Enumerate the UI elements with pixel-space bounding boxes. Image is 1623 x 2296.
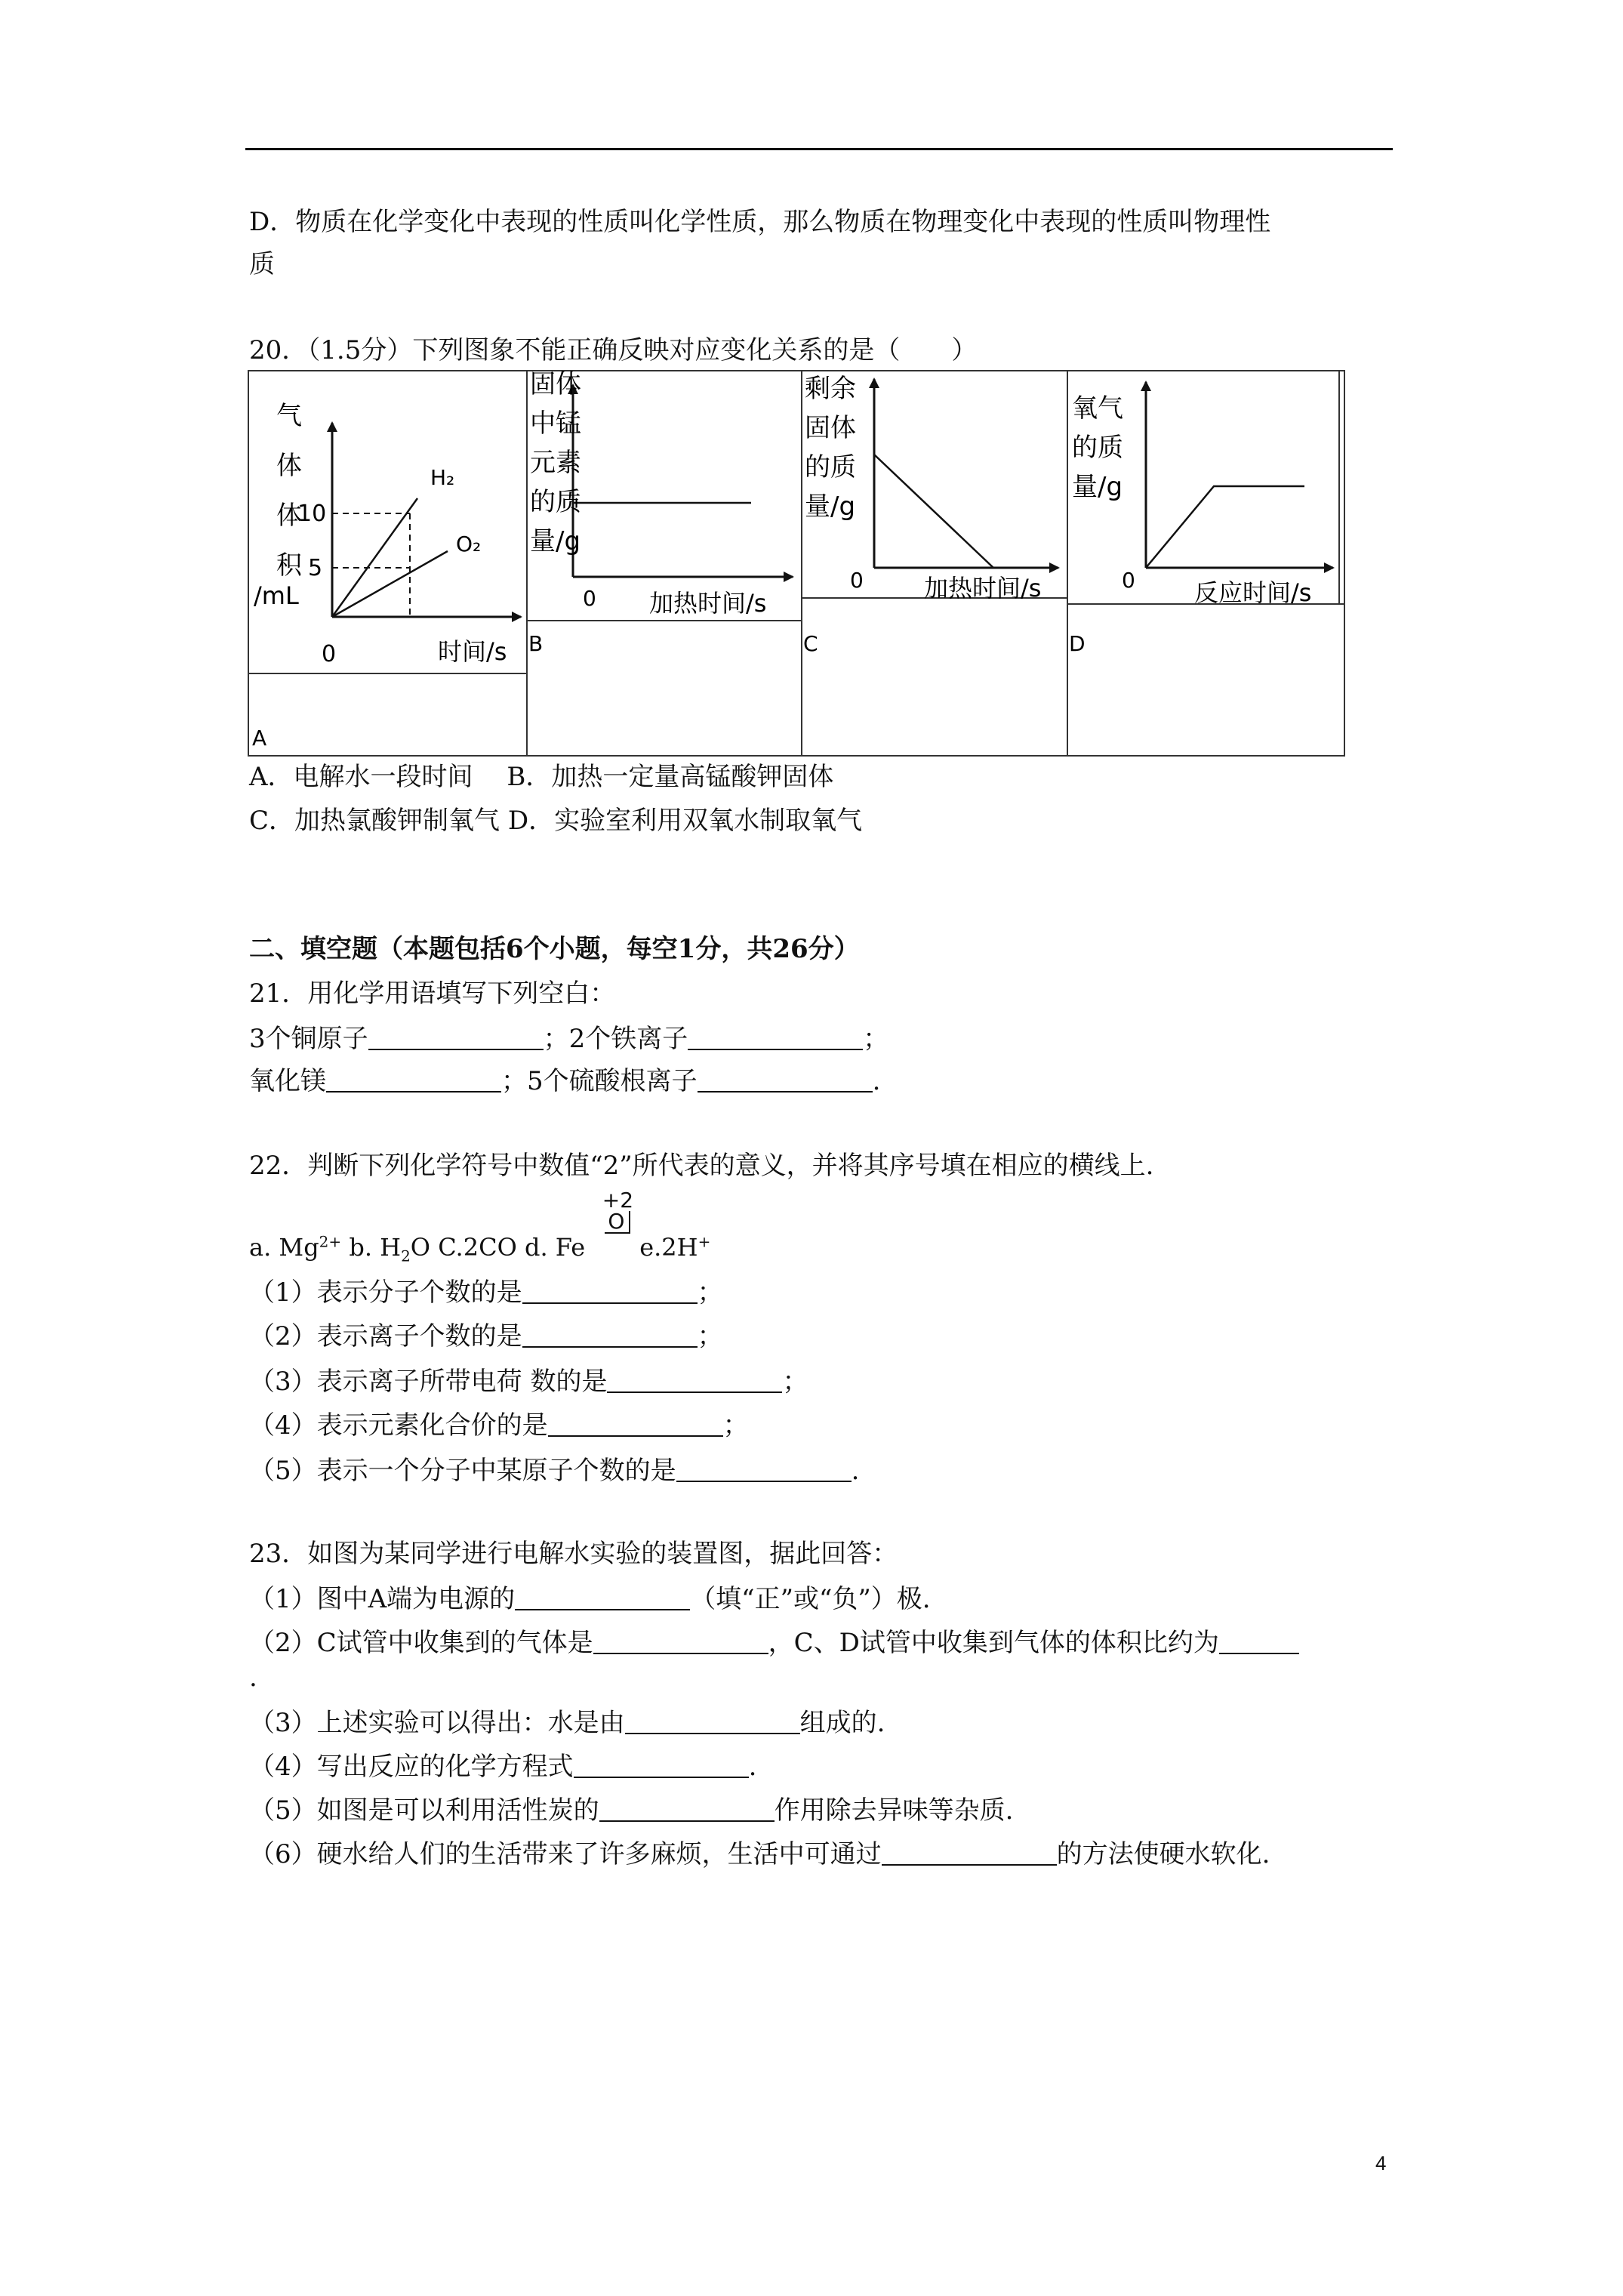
q21-blank-3[interactable] bbox=[326, 1065, 501, 1093]
section2-title: 二、填空题（本题包括6个小题，每空1分，共26分） bbox=[249, 934, 860, 964]
header-rule bbox=[245, 148, 1393, 150]
q22-item-1 bbox=[249, 1274, 723, 1311]
symbol-d-fe: Fe bbox=[555, 1233, 586, 1262]
symbol-a: a. Mg bbox=[249, 1233, 319, 1262]
panel-b-ylabel-4: 的质 bbox=[530, 487, 581, 517]
q22-blank-3[interactable] bbox=[607, 1366, 782, 1393]
panel-a-series-o2: O₂ bbox=[456, 532, 482, 556]
symbol-b: b. H bbox=[341, 1233, 402, 1262]
q23-item-4-a: （4）写出反应的化学方程式 bbox=[249, 1752, 574, 1782]
q23-blank-3[interactable] bbox=[1219, 1627, 1299, 1654]
symbol-d bbox=[555, 1188, 634, 1265]
q23-item-3-a: （3）上述实验可以得出：水是由 bbox=[249, 1708, 625, 1738]
symbol-b-sub: 2 bbox=[401, 1247, 411, 1265]
q23-blank-2[interactable] bbox=[593, 1627, 768, 1654]
panel-a-letter: A bbox=[252, 726, 267, 750]
o2-line bbox=[332, 551, 448, 617]
q21-line2 bbox=[249, 1063, 880, 1099]
q19-option-d-line2: 质 bbox=[249, 249, 275, 279]
q23-item-2 bbox=[249, 1625, 1299, 1661]
q20-options-line1: A．电解水一段时间 B．加热一定量高锰酸钾固体 bbox=[249, 762, 834, 792]
panel-a-ylabel-unit: /mL bbox=[254, 581, 299, 610]
panel-c-ylabel-2: 固体 bbox=[805, 413, 856, 443]
panel-b-xlabel: 加热时间/s bbox=[649, 589, 767, 618]
symbol-b-rest: O C.2CO d. bbox=[410, 1233, 556, 1262]
panel-d-origin: 0 bbox=[1122, 568, 1135, 593]
q23-item-6 bbox=[249, 1836, 1270, 1872]
q22-item-4-text: （4）表示元素化合价的是 bbox=[249, 1410, 548, 1441]
valence-bottom: O bbox=[605, 1211, 630, 1234]
q22-item-2-text: （2）表示离子个数的是 bbox=[249, 1321, 522, 1351]
q21-end2: . bbox=[872, 1066, 881, 1096]
q23-item-1 bbox=[249, 1581, 931, 1617]
q23-item-1-b: （填“正”或“负”）极. bbox=[690, 1584, 931, 1614]
q21-item2: 氧化镁 bbox=[249, 1066, 326, 1096]
panel-d-letter: D bbox=[1069, 631, 1086, 656]
q22-item-1-end: ； bbox=[697, 1277, 723, 1308]
q21-item1: 3个铜原子 bbox=[249, 1024, 368, 1054]
valence-annotation bbox=[602, 1190, 633, 1234]
q21-sep1: ；2个铁离子 bbox=[543, 1024, 688, 1054]
q22-blank-2[interactable] bbox=[522, 1321, 698, 1348]
q23-item-2-a: （2）C试管中收集到的气体是 bbox=[249, 1628, 593, 1658]
panel-a-ylabel-3: 体 bbox=[276, 501, 302, 531]
panel-c-ylabel-1: 剩余 bbox=[805, 374, 856, 404]
panel-d-xlabel: 反应时间/s bbox=[1194, 578, 1312, 607]
panel-c-curve bbox=[874, 455, 993, 568]
q21-blank-4[interactable] bbox=[698, 1065, 873, 1093]
q23-blank-1[interactable] bbox=[515, 1583, 690, 1610]
q23-blank-7[interactable] bbox=[882, 1838, 1057, 1866]
panel-c-letter: C bbox=[803, 631, 818, 656]
panel-a-origin: 0 bbox=[322, 641, 337, 667]
panel-d-ylabel-2: 的质 bbox=[1072, 433, 1123, 463]
q23-item-5-a: （5）如图是可以利用活性炭的 bbox=[249, 1795, 599, 1826]
q22-blank-5[interactable] bbox=[676, 1455, 852, 1482]
q23-blank-6[interactable] bbox=[599, 1795, 775, 1822]
panel-a-ylabel-4: 积 bbox=[276, 550, 302, 581]
q20-options-line2: C．加热氯酸钾制氧气 D．实验室利用双氧水制取氧气 bbox=[249, 806, 863, 836]
panel-b bbox=[528, 370, 793, 656]
panel-a-ylabel-2: 体 bbox=[276, 451, 302, 481]
q21-sep2: ；5个硫酸根离子 bbox=[501, 1066, 698, 1096]
q23-item-2-period: . bbox=[249, 1663, 257, 1693]
h2-line bbox=[332, 498, 417, 617]
panel-a-tick-5: 5 bbox=[308, 555, 323, 581]
q23-blank-5[interactable] bbox=[574, 1751, 749, 1778]
q22-item-1-text: （1）表示分子个数的是 bbox=[249, 1277, 522, 1308]
q22-item-2-end: ； bbox=[697, 1321, 723, 1351]
q23-item-4 bbox=[249, 1749, 756, 1785]
q23-item-5 bbox=[249, 1792, 1013, 1829]
q22-item-5 bbox=[249, 1453, 859, 1489]
q21-stem: 21．用化学用语填写下列空白： bbox=[249, 978, 616, 1009]
q22-item-2 bbox=[249, 1318, 723, 1354]
q20-figure bbox=[248, 370, 1350, 757]
q23-blank-4[interactable] bbox=[625, 1707, 800, 1734]
q23-item-2-b: ，C、D试管中收集到气体的体积比约为 bbox=[768, 1628, 1219, 1658]
panel-c-ylabel-4: 量/g bbox=[805, 492, 856, 522]
symbol-e: e.2H bbox=[639, 1233, 698, 1262]
panel-a-xlabel: 时间/s bbox=[438, 637, 507, 666]
symbol-e-sup: + bbox=[698, 1232, 711, 1251]
symbol-a-sup: 2+ bbox=[319, 1232, 342, 1251]
q22-item-3-end: ； bbox=[782, 1367, 808, 1397]
q21-end1: ； bbox=[863, 1024, 889, 1054]
q23-item-3 bbox=[249, 1705, 885, 1741]
panel-b-ylabel-2: 中锰 bbox=[530, 408, 581, 439]
q22-item-4 bbox=[249, 1407, 749, 1444]
panel-a-tick-10: 10 bbox=[297, 501, 327, 527]
panel-c bbox=[803, 374, 1058, 656]
q21-blank-2[interactable] bbox=[688, 1023, 863, 1050]
q23-item-6-a: （6）硬水给人们的生活带来了许多麻烦，生活中可通过 bbox=[249, 1839, 882, 1869]
panel-c-xlabel: 加热时间/s bbox=[924, 574, 1042, 603]
q22-item-3 bbox=[249, 1364, 808, 1400]
q23-item-5-b: 作用除去异味等杂质. bbox=[774, 1795, 1014, 1826]
q19-option-d-line1: D．物质在化学变化中表现的性质叫化学性质，那么物质在物理变化中表现的性质叫物理性 bbox=[249, 207, 1271, 237]
q23-item-1-a: （1）图中A端为电源的 bbox=[249, 1584, 516, 1614]
panel-b-origin: 0 bbox=[583, 586, 596, 611]
q21-blank-1[interactable] bbox=[368, 1023, 544, 1050]
panel-d-curve bbox=[1146, 486, 1304, 568]
q20-stem: 20．（1.5分）下列图象不能正确反映对应变化关系的是（ ） bbox=[249, 335, 978, 365]
q22-blank-1[interactable] bbox=[522, 1277, 698, 1304]
panel-b-ylabel-3: 元素 bbox=[530, 448, 581, 478]
q22-item-4-end: ； bbox=[722, 1410, 749, 1441]
q22-item-3-text: （3）表示离子所带电荷 数的是 bbox=[249, 1367, 608, 1397]
panel-c-ylabel-3: 的质 bbox=[805, 452, 856, 482]
panel-b-ylabel-5: 量/g bbox=[530, 526, 581, 556]
q22-item-5-text: （5）表示一个分子中某原子个数的是 bbox=[249, 1456, 676, 1486]
panel-a-series-h2: H₂ bbox=[430, 465, 455, 490]
q22-stem: 22．判断下列化学符号中数值“2”所代表的意义，并将其序号填在相应的横线上. bbox=[249, 1151, 1154, 1181]
panel-a-ylabel-1: 气 bbox=[276, 401, 302, 431]
q23-item-3-b: 组成的. bbox=[799, 1708, 885, 1738]
q22-blank-4[interactable] bbox=[548, 1410, 723, 1437]
panel-c-origin: 0 bbox=[850, 568, 864, 593]
panel-d-ylabel-3: 量/g bbox=[1072, 472, 1123, 502]
q21-line1 bbox=[249, 1021, 888, 1057]
panel-b-ylabel-1: 固体 bbox=[530, 370, 581, 399]
figure-frame bbox=[248, 371, 1344, 756]
q22-symbols bbox=[249, 1188, 711, 1265]
q23-stem: 23．如图为某同学进行电解水实验的装置图，据此回答： bbox=[249, 1539, 898, 1569]
q23-item-6-b: 的方法使硬水软化. bbox=[1056, 1839, 1270, 1869]
valence-top: +2 bbox=[602, 1188, 634, 1213]
panel-d-ylabel-1: 氧气 bbox=[1072, 393, 1123, 424]
panel-d bbox=[1069, 382, 1333, 656]
panel-b-letter: B bbox=[528, 631, 544, 656]
q22-item-5-end: . bbox=[851, 1456, 860, 1486]
panel-a bbox=[252, 401, 521, 750]
page-number: 4 bbox=[1375, 2152, 1387, 2174]
q23-item-4-b: . bbox=[748, 1752, 757, 1782]
